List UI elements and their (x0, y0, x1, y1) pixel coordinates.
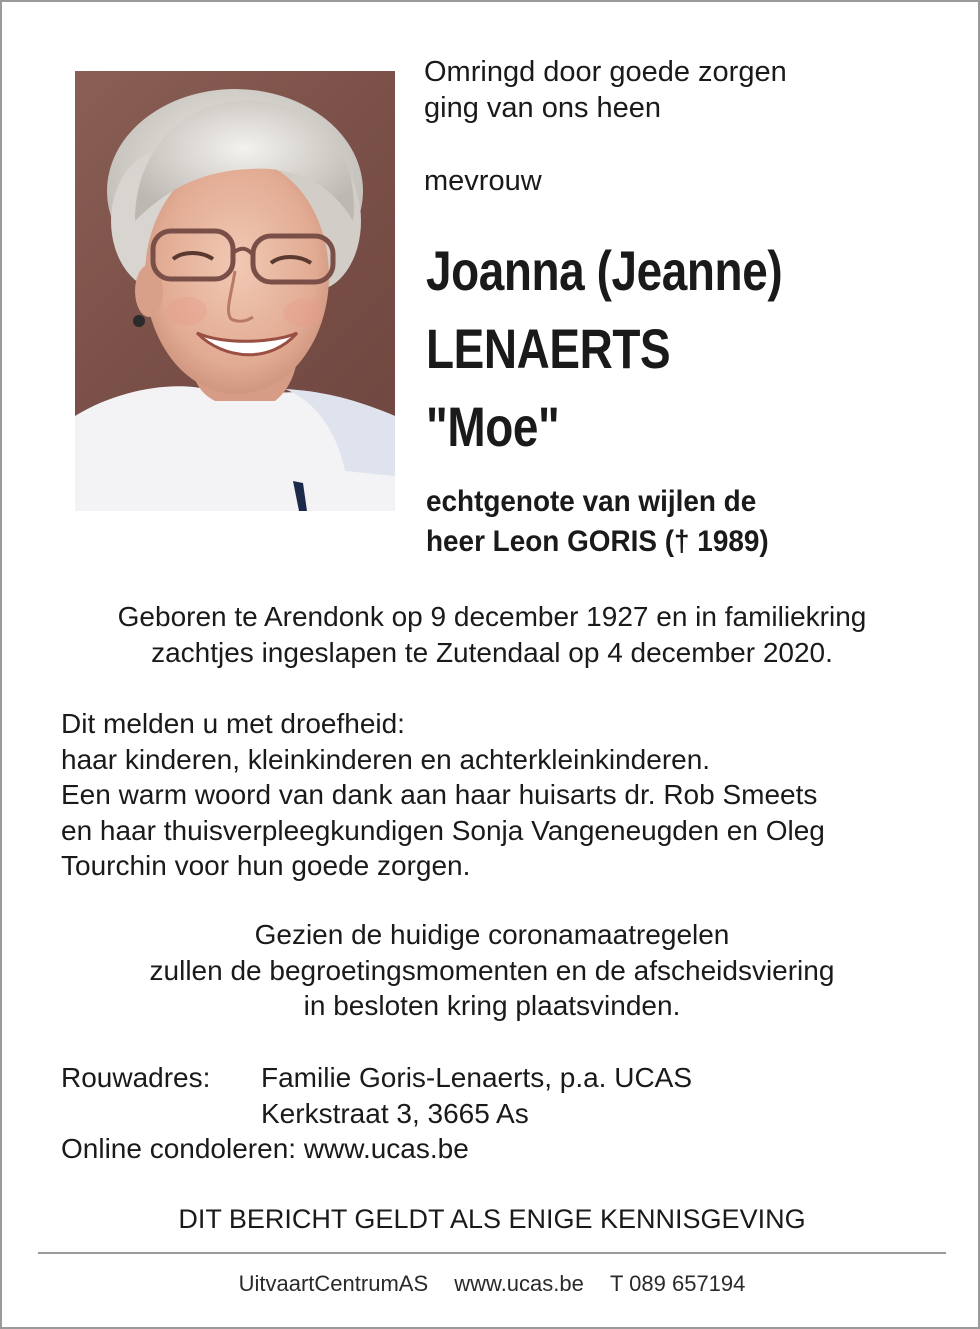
address-line-2: Kerkstraat 3, 3665 As (261, 1097, 529, 1129)
address-label: Rouwadres: (61, 1062, 211, 1093)
deceased-name (426, 232, 782, 466)
name-line-1: Joanna (Jeanne) (426, 239, 783, 302)
address-line-1: Familie Goris-Lenaerts, p.a. UCAS (261, 1062, 693, 1093)
name-line-2: LENAERTS (426, 317, 671, 380)
mourning-address (61, 1060, 692, 1167)
portrait-photo (75, 71, 395, 511)
spouse-text (426, 482, 769, 562)
birth-death-text (2, 599, 980, 671)
online-condolence: Online condoleren: www.ucas.be (61, 1133, 469, 1164)
footer (2, 1270, 980, 1298)
intro-text (424, 54, 787, 126)
announce-line-5: Tourchin voor hun goede zorgen. (61, 850, 471, 881)
footer-website: www.ucas.be (454, 1271, 584, 1296)
intro-line-2: ging van ons heen (424, 92, 662, 124)
name-line-3: "Moe" (426, 395, 560, 458)
spouse-line-1: echtgenote van wijlen de (426, 485, 757, 518)
portrait-illustration (75, 71, 395, 511)
announcement-text (61, 706, 825, 884)
footer-phone: T 089 657194 (610, 1271, 746, 1296)
announce-line-3: Een warm woord van dank aan haar huisarts dr. Rob Smeets (61, 779, 818, 810)
intro-line-1: Omringd door goede zorgen (424, 56, 787, 88)
honorific: mevrouw (424, 165, 542, 197)
announce-line-1: Dit melden u met droefheid: (61, 708, 405, 739)
corona-line-1: Gezien de huidige coronamaatregelen (254, 919, 730, 950)
footer-company: UitvaartCentrumAS (238, 1271, 429, 1296)
born-line-1: Geboren te Arendonk op 9 december 1927 en in familiekring (117, 601, 867, 632)
announce-line-4: en haar thuisverpleegkundigen Sonja Vangeneugden en Oleg (61, 814, 825, 846)
corona-line-3: in besloten kring plaatsvinden. (303, 990, 681, 1021)
corona-text (2, 917, 980, 1024)
spouse-line-2: heer Leon GORIS († 1989) (426, 525, 769, 558)
notice-text: DIT BERICHT GELDT ALS ENIGE KENNISGEVING (178, 1204, 806, 1234)
born-line-2: zachtjes ingeslapen te Zutendaal op 4 december 2020. (151, 637, 833, 668)
announce-line-2: haar kinderen, kleinkinderen en achterkleinkinderen. (61, 743, 711, 775)
corona-line-2: zullen de begroetingsmomenten en de afscheidsviering (149, 954, 835, 986)
footer-divider (38, 1252, 946, 1254)
